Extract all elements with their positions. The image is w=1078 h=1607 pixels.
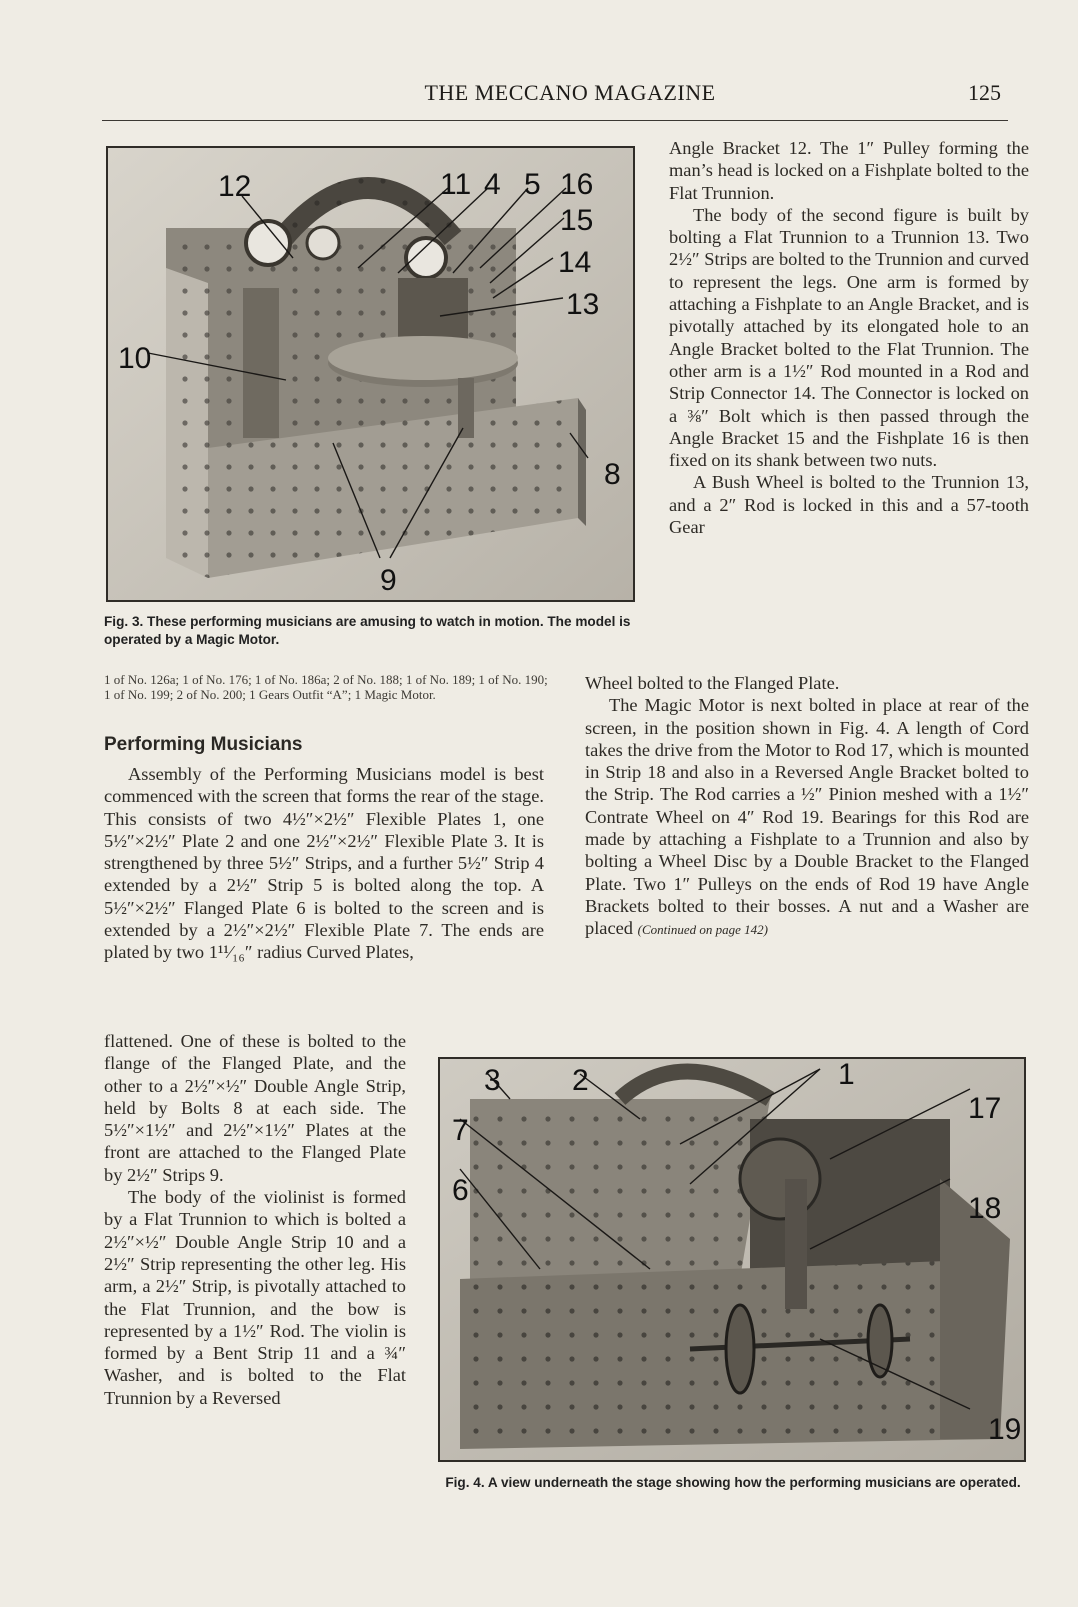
article-column-right-top [669, 137, 1029, 538]
paragraph [585, 694, 1029, 941]
fig4-callout-19: 19 [988, 1413, 1022, 1446]
fig4-callout-18: 18 [968, 1192, 1002, 1225]
figure-3-photo [106, 146, 635, 602]
parts-list: 1 of No. 126a; 1 of No. 176; 1 of No. 186a; 2 of No. 188; 1 of No. 189; 1 of No. 190; 1 of No. 199; 2 of No. 200; 1 Gears Outfit “A”; 1 Magic Motor. [104, 672, 548, 702]
figure-3-caption: Fig. 3. These performing musicians are amusing to watch in motion. The model is operated by a Magic Motor. [104, 614, 631, 647]
fig4-callout-2: 2 [572, 1064, 589, 1097]
article-column-left-bottom [104, 1030, 406, 1409]
fig3-callout-4: 4 [484, 168, 501, 201]
article-column-right-bottom [585, 672, 1029, 942]
fig3-callout-5: 5 [524, 168, 541, 201]
fig3-callout-16: 16 [560, 168, 594, 201]
article-column-left-top [104, 763, 544, 964]
running-header-title: THE MECCANO MAGAZINE [424, 80, 716, 105]
paragraph: Angle Bracket 12. The 1″ Pulley forming the man’s head is locked on a Fishplate bolted to the Flat Trunnion. [669, 138, 1029, 203]
figure-4-model-illustration [440, 1059, 1024, 1460]
fig3-callout-15: 15 [560, 204, 594, 237]
article-heading: Performing Musicians [104, 734, 303, 755]
fig3-callout-11: 11 [440, 168, 472, 201]
figure-4-photo [438, 1057, 1026, 1462]
fig3-callout-14: 14 [558, 246, 592, 279]
page-number: 125 [968, 80, 1001, 105]
paragraph: The body of the second figure is built by bolting a Flat Trunnion to a Trunnion 13. Two 2½″ Strips are bolted to the Trunnion and curved to represent the legs. One arm is formed by attaching a Fishplate to an Angle Bracket, and is pivotally attached by its elongated hole to an Angle Bracket bolted to the Flat Trunnion. The other arm is a 1½″ Rod mounted in a Rod and Strip Connector 14. The Connector is locked on a ⅜″ Bolt which is then passed through the Angle Bracket 15 and the Fishplate 16 is then fixed on its shank between two nuts. [669, 204, 1029, 471]
paragraph: Wheel bolted to the Flanged Plate. [585, 673, 840, 693]
fig3-callout-9: 9 [380, 564, 397, 597]
paragraph: flattened. One of these is bolted to the flange of the Flanged Plate, and the other to a 2½″×½″ Double Angle Strip, held by Bolts 8 at each side. The 5½″×1½″ and 2½″×1½″ Plates at the front are attached to the Flanged Plate by 2½″ Strips 9. [104, 1031, 406, 1185]
paragraph-text: The Magic Motor is next bolted in place at rear of the screen, in the position shown in Fig. 4. A length of Cord takes the drive from the Motor to Rod 17, which is mounted in Strip 18 and also in a Reversed Angle Bracket bolted to the Strip. The Rod carries a ½″ Pinion meshed with a 1½″ Contrate Wheel on 4″ Rod 19. Bearings for this Rod are made by attaching a Fishplate to a Trunnion and also by bolting a Wheel Disc by a Double Bracket to the Flanged Plate. Two 1″ Pulleys on the ends of Rod 19 have Angle Brackets bolted to their bosses. A nut and a Washer are placed [585, 695, 1029, 939]
fig4-callout-1: 1 [838, 1058, 855, 1091]
continued-note: (Continued on page 142) [637, 922, 768, 938]
paragraph: A Bush Wheel is bolted to the Trunnion 13, and a 2″ Rod is locked in this and a 57-tooth Gear [669, 472, 1029, 538]
figure-4-caption: Fig. 4. A view underneath the stage showing how the performing musicians are operated. [445, 1475, 1021, 1490]
paragraph: The body of the violinist is formed by a Flat Trunnion to which is bolted a 2½″×½″ Double Angle Strip 10 and a 2½″ Strip representing the other leg. His arm, a 2½″ Strip, is pivotally attached to the Flat Trunnion, and the bow is represented by a 1½″ Rod. The violin is formed by a Bent Strip 11 and a ¾″ Washer, and is bolted to the Flat Trunnion by a Reversed [104, 1187, 406, 1408]
figure-3-model-illustration [108, 148, 633, 600]
fig4-callout-3: 3 [484, 1064, 501, 1097]
fig3-callout-8: 8 [604, 458, 621, 491]
fig4-callout-7: 7 [452, 1114, 469, 1147]
fig3-callout-10: 10 [118, 342, 152, 375]
fig4-callout-6: 6 [452, 1174, 469, 1207]
paragraph: Assembly of the Performing Musicians model is best commenced with the screen that forms the rear of the stage. This consists of two 4½″×2½″ Flexible Plates 1, one 5½″×2½″ Plate 2 and one 2½″×2½″ Flexible Plate 3. It is strengthened by three 5½″ Strips, and a further 5½″ Strip 4 extended by a 2½″ Strip 5 is bolted along the top. A 5½″×2½″ Flanged Plate 6 is bolted to the screen and is extended by a 2½″×2½″ Flexible Plate 7. The ends are plated by two 1¹¹⁄₁₆″ radius Curved Plates, [104, 764, 544, 963]
fig4-callout-17: 17 [968, 1092, 1002, 1125]
header-rule [102, 120, 1008, 121]
fig3-callout-13: 13 [566, 288, 600, 321]
fig3-callout-12: 12 [218, 170, 252, 203]
